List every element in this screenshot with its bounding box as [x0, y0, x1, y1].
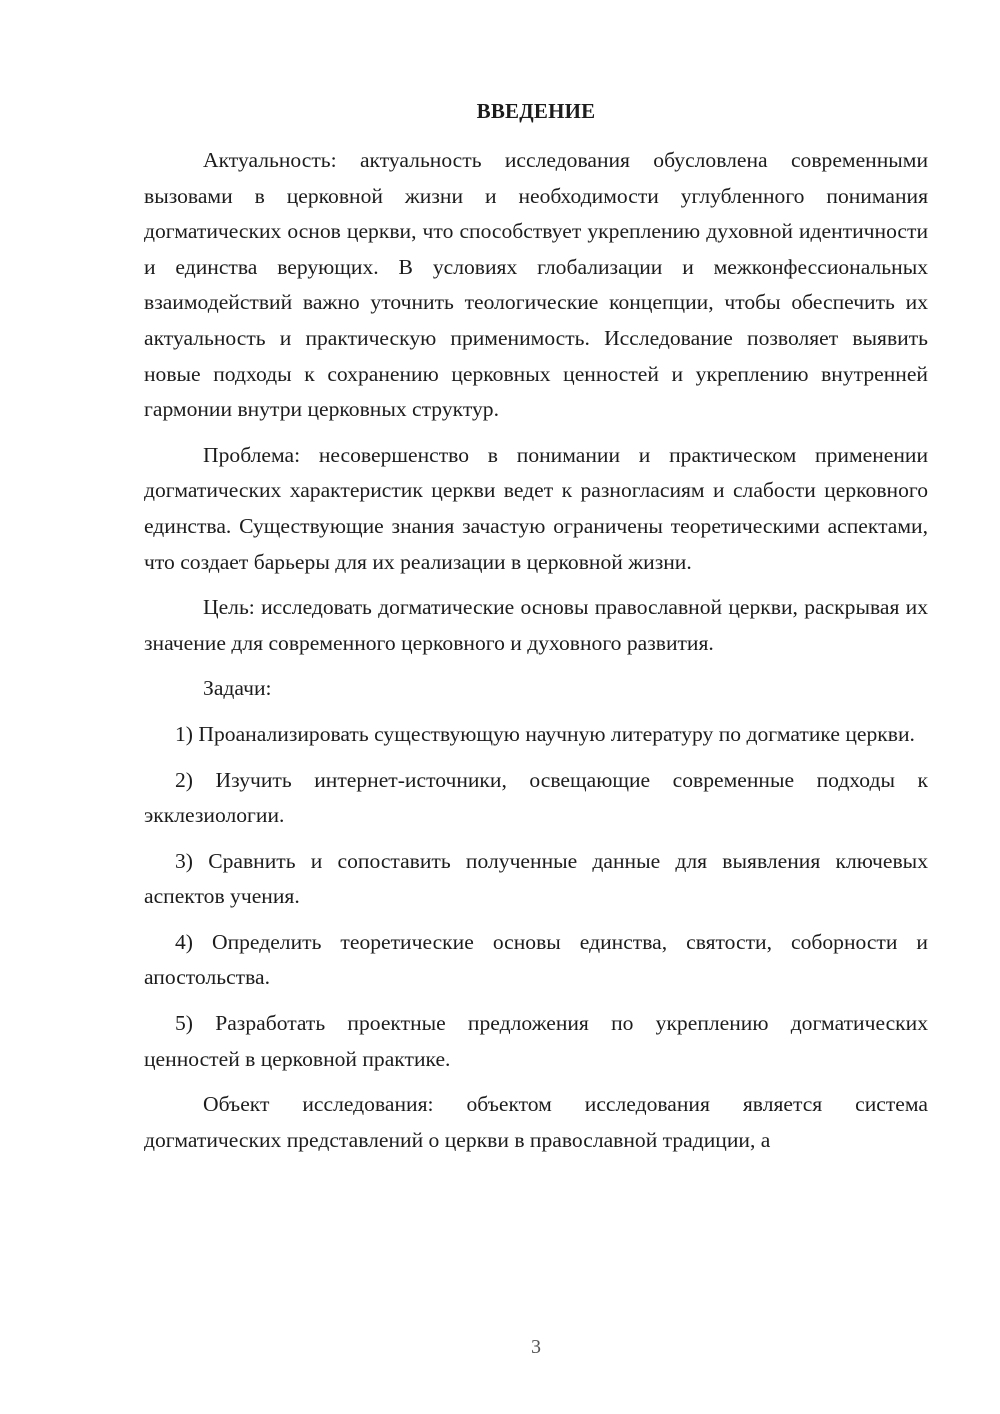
task-item-4: 4) Определить теоретические основы единства, святости, соборности и апостольства. [144, 929, 928, 990]
paragraph-relevance: Актуальность: актуальность исследования обусловлена современными вызовами в церковной жизни и необходимости углубленного понимания догматических основ церкви, что способствует укреплению духовной идентичности и единства верующих. В условиях глобализации и межконфессиональных взаимодействий важно уточнить теологические концепции, чтобы обеспечить их актуальность и практическую применимость. Исследование позволяет выявить новые подходы к сохранению церковных ценностей и укреплению внутренней гармонии внутри церковных структур. [144, 148, 928, 422]
paragraph-object: Объект исследования: объектом исследования является система догматических представлений о церкви в православной традиции, а [144, 1092, 928, 1152]
page-number: 3 [531, 1336, 541, 1358]
page-title: ВВЕДЕНИЕ [476, 99, 596, 123]
task-item-3: 3) Сравнить и сопоставить полученные данные для выявления ключевых аспектов учения. [144, 848, 928, 909]
paragraph-problem: Проблема: несовершенство в понимании и практическом применении догматических характеристик церкви ведет к разногласиям и слабости церковного единства. Существующие знания зачастую ограничены теоретическими аспектами, что создает барьеры для их реализации в церковной жизни. [144, 442, 928, 574]
task-item-5: 5) Разработать проектные предложения по укреплению догматических ценностей в церковной практике. [144, 1011, 928, 1071]
task-item-2: 2) Изучить интернет-источники, освещающие современные подходы к экклезиологии. [144, 767, 928, 828]
task-item-1: 1) Проанализировать существующую научную литературу по догматике церкви. [175, 721, 915, 746]
paragraph-tasks-heading: Задачи: [203, 676, 272, 701]
document-body [144, 143, 928, 1168]
paragraph-goal: Цель: исследовать догматические основы православной церкви, раскрывая их значение для современного церковного и духовного развития. [144, 595, 928, 655]
